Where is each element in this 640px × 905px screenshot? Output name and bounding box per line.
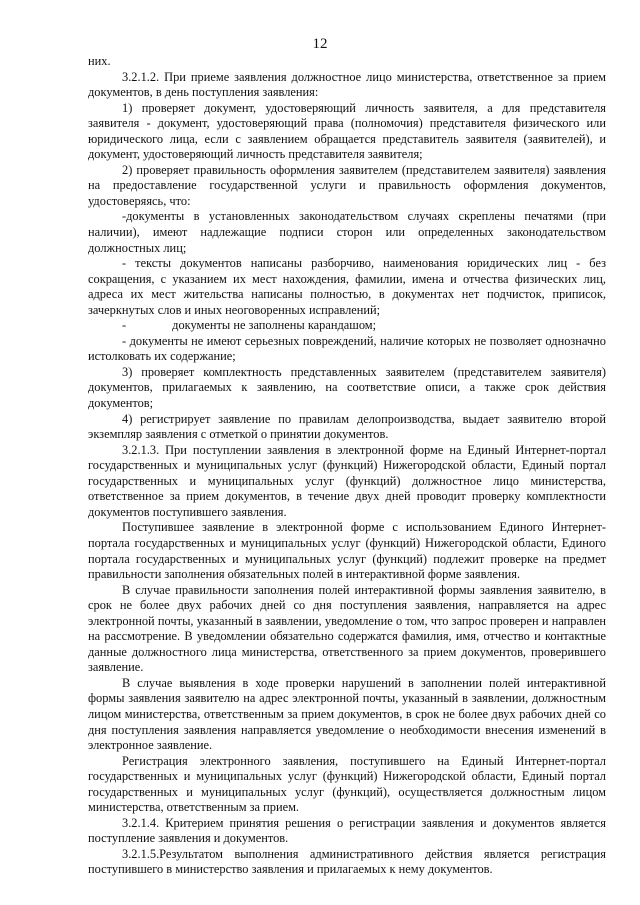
paragraph: 2) проверяет правильность оформления заявителем (представителем заявителя) заявления на предоставление государственной услуги и правильность оформления документов, удостоверяясь, что: — [88, 162, 606, 208]
paragraph: 3.2.1.4. Критерием принятия решения о регистрации заявления и документов является поступление заявления и документов. — [88, 815, 606, 846]
document-body — [88, 54, 606, 878]
page-number: 12 — [312, 36, 328, 52]
list-item — [88, 318, 606, 334]
paragraph: 3.2.1.5.Результатом выполнения административного действия является регистрация поступившего в министерство заявления и прилагаемых к нему документов. — [88, 846, 606, 877]
list-item-text: документы не заполнены карандашом; — [172, 318, 377, 333]
list-item: - тексты документов написаны разборчиво, наименования юридических лиц - без сокращения, с указанием их мест нахождения, фамилии, имена и отчества физических лиц, адреса их мест жительства написаны полностью, в документах нет подчисток, приписок, зачеркнутых слов и иных неоговоренных исправлений; — [88, 256, 606, 317]
paragraph: 3) проверяет комплектность представленных заявителем (представителем заявителя) документов, прилагаемых к заявлению, на соответствие описи, а также срок действия документов; — [88, 364, 606, 411]
paragraph: В случае выявления в ходе проверки нарушений в заполнении полей интерактивной формы заявления заявителю на адрес электронной почты, указанный в заявлении, должностным лицом министерства, ответственным за прием документов, в срок не более двух рабочих дней со дня поступления заявления направляется уведомление о необходимости внесения изменений в электронное заявление. — [88, 675, 606, 753]
paragraph: Регистрация электронного заявления, поступившего на Единый Интернет-портал государственных и муниципальных услуг (функций) Нижегородской области, Единый портал государственных и муниципальных услуг (функций), осуществляется должностным лицом министерства, ответственным за прием. — [88, 753, 606, 815]
list-item: - документы не имеют серьезных повреждений, наличие которых не позволяет однозначно истолковать их содержание; — [88, 333, 606, 364]
list-item: -документы в установленных законодательством случаях скреплены печатями (при наличии), имеют надлежащие подписи сторон или определенных законодательством должностных лиц; — [88, 209, 606, 255]
paragraph: 1) проверяет документ, удостоверяющий личность заявителя, а для представителя заявителя - документ, удостоверяющий права (полномочия) представителя физического или юридического лица, если с заявлением обращается представитель заявителя (заявителей), и документ, удостоверяющий личность представителя заявителя; — [88, 100, 606, 162]
paragraph: них. — [88, 54, 111, 68]
paragraph: 3.2.1.2. При приеме заявления должностное лицо министерства, ответственное за прием документов, в день поступления заявления: — [88, 69, 606, 100]
paragraph: В случае правильности заполнения полей интерактивной формы заявления заявителю, в срок не более двух рабочих дней со дня поступления заявления, направляется на адрес электронной почты, указанный в заявлении, уведомление о том, что запрос проверен и направлен на рассмотрение. В уведомлении обязательно содержатся фамилия, имя, отчество и контактные данные должностного лица министерства, ответственного за прием документов, проверившего заявление. — [88, 582, 606, 675]
paragraph: 4) регистрирует заявление по правилам делопроизводства, выдает заявителю второй экземпляр заявления с отметкой о принятии документов. — [88, 411, 606, 442]
paragraph: 3.2.1.3. При поступлении заявления в электронной форме на Единый Интернет-портал государственных и муниципальных услуг (функций) Нижегородской области, Единый портал государственных и муниципальных услуг (функций) должностное лицо министерства, ответственное за прием документов, в течение двух дней проводит проверку комплектности документов поступившего заявления. — [88, 442, 606, 519]
paragraph: Поступившее заявление в электронной форме с использованием Единого Интернет-портала государственных и муниципальных услуг (функций) Нижегородской области, Единого портала государственных и муниципальных услуг (функций) подлежит проверке на предмет правильности заполнения обязательных полей в интерактивной форме заявления. — [88, 520, 606, 582]
dash-marker: - — [122, 318, 127, 333]
